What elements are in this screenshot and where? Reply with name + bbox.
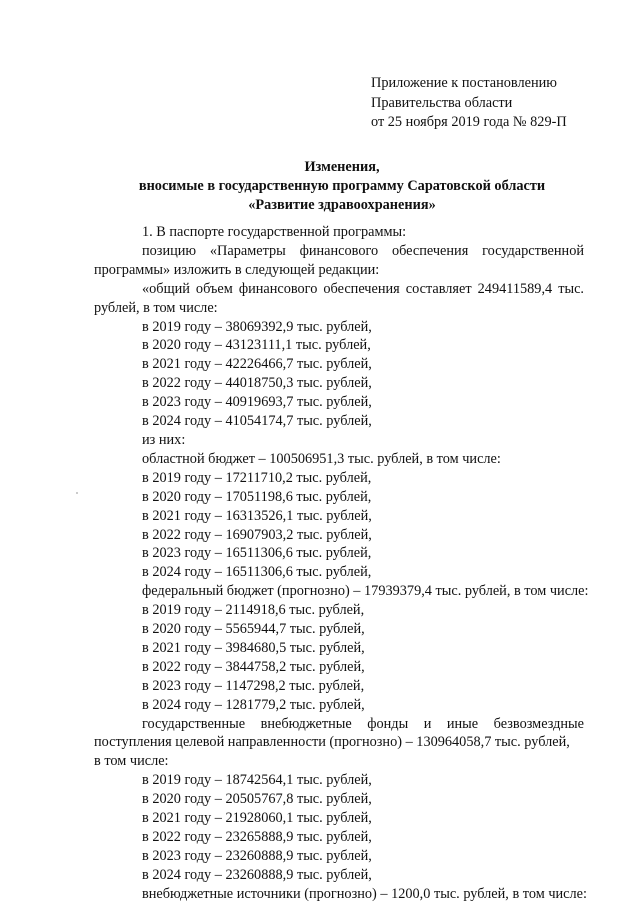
funds-year-line: в 2019 году – 18742564,1 тыс. рублей, [142,772,372,789]
appendix-line: Приложение к постановлению [371,75,557,91]
title-line: Изменения, [304,159,380,175]
funds-line2: поступления целевой направленности (прогнозно) – 130964058,7 тыс. рублей, [94,734,570,751]
appendix-line: Правительства области [371,94,513,111]
paragraph-item-1: 1. В паспорте государственной программы: [142,224,407,240]
paragraph-total-line1: «общий объем финансового обеспечения составляет 249411589,4 тыс. [142,280,584,297]
regional-year-line: в 2024 году – 16511306,6 тыс. рублей, [142,564,372,581]
appendix-header [371,74,567,133]
paragraph-position-line1: позицию «Параметры финансового обеспечения государственной [142,242,584,259]
extrabudget-line: внебюджетные источники (прогнозно) – 1200,0 тыс. рублей, в том числе: [142,885,587,902]
title-line: вносимые в государственную программу Саратовской области [138,178,546,194]
federal-year-line: в 2022 году – 3844758,2 тыс. рублей, [142,658,365,675]
document-body [94,223,589,904]
of-them-line: из них: [142,431,186,448]
regional-year-line: в 2020 году – 17051198,6 тыс. рублей, [142,488,372,505]
funds-year-line: в 2023 году – 23260888,9 тыс. рублей, [142,847,372,864]
federal-year-line: в 2019 году – 2114918,6 тыс. рублей, [142,602,365,619]
total-year-line: в 2021 году – 42226466,7 тыс. рублей, [142,356,372,373]
regional-budget-line: областной бюджет – 100506951,3 тыс. рублей, в том числе: [142,450,501,467]
funds-year-line: в 2024 году – 23260888,9 тыс. рублей, [142,866,372,883]
total-year-line: в 2024 году – 41054174,7 тыс. рублей, [142,413,372,430]
funds-year-line: в 2022 году – 23265888,9 тыс. рублей, [142,829,372,845]
document-title [92,158,592,215]
scan-speck [76,492,78,494]
appendix-line: от 25 ноября 2019 года № 829-П [371,114,567,130]
federal-year-line: в 2024 году – 1281779,2 тыс. рублей, [142,696,365,713]
funds-line1: государственные внебюджетные фонды и иные безвозмездные [142,715,584,732]
total-year-line: в 2020 году – 43123111,1 тыс. рублей, [142,337,371,354]
regional-year-line: в 2022 году – 16907903,2 тыс. рублей, [142,526,372,543]
federal-budget-line: федеральный бюджет (прогнозно) – 17939379,4 тыс. рублей, в том числе: [142,583,589,600]
total-year-line: в 2019 году – 38069392,9 тыс. рублей, [142,318,372,335]
federal-year-line: в 2021 году – 3984680,5 тыс. рублей, [142,639,365,656]
regional-year-line: в 2021 году – 16313526,1 тыс. рублей, [142,507,372,524]
total-year-line: в 2022 году – 44018750,3 тыс. рублей, [142,375,372,392]
federal-year-line: в 2023 году – 1147298,2 тыс. рублей, [142,677,365,694]
funds-year-line: в 2021 году – 21928060,1 тыс. рублей, [142,810,372,827]
regional-year-line: в 2019 году – 17211710,2 тыс. рублей, [142,469,372,486]
total-year-line: в 2023 году – 40919693,7 тыс. рублей, [142,394,372,411]
regional-year-line: в 2023 году – 16511306,6 тыс. рублей, [142,545,372,562]
federal-year-line: в 2020 году – 5565944,7 тыс. рублей, [142,621,365,638]
paragraph-position-line2: программы» изложить в следующей редакции: [94,261,380,278]
paragraph-total-line2: рублей, в том числе: [94,299,218,316]
funds-line3: в том числе: [94,753,169,770]
title-line: «Развитие здравоохранения» [248,197,436,213]
funds-year-line: в 2020 году – 20505767,8 тыс. рублей, [142,791,372,808]
